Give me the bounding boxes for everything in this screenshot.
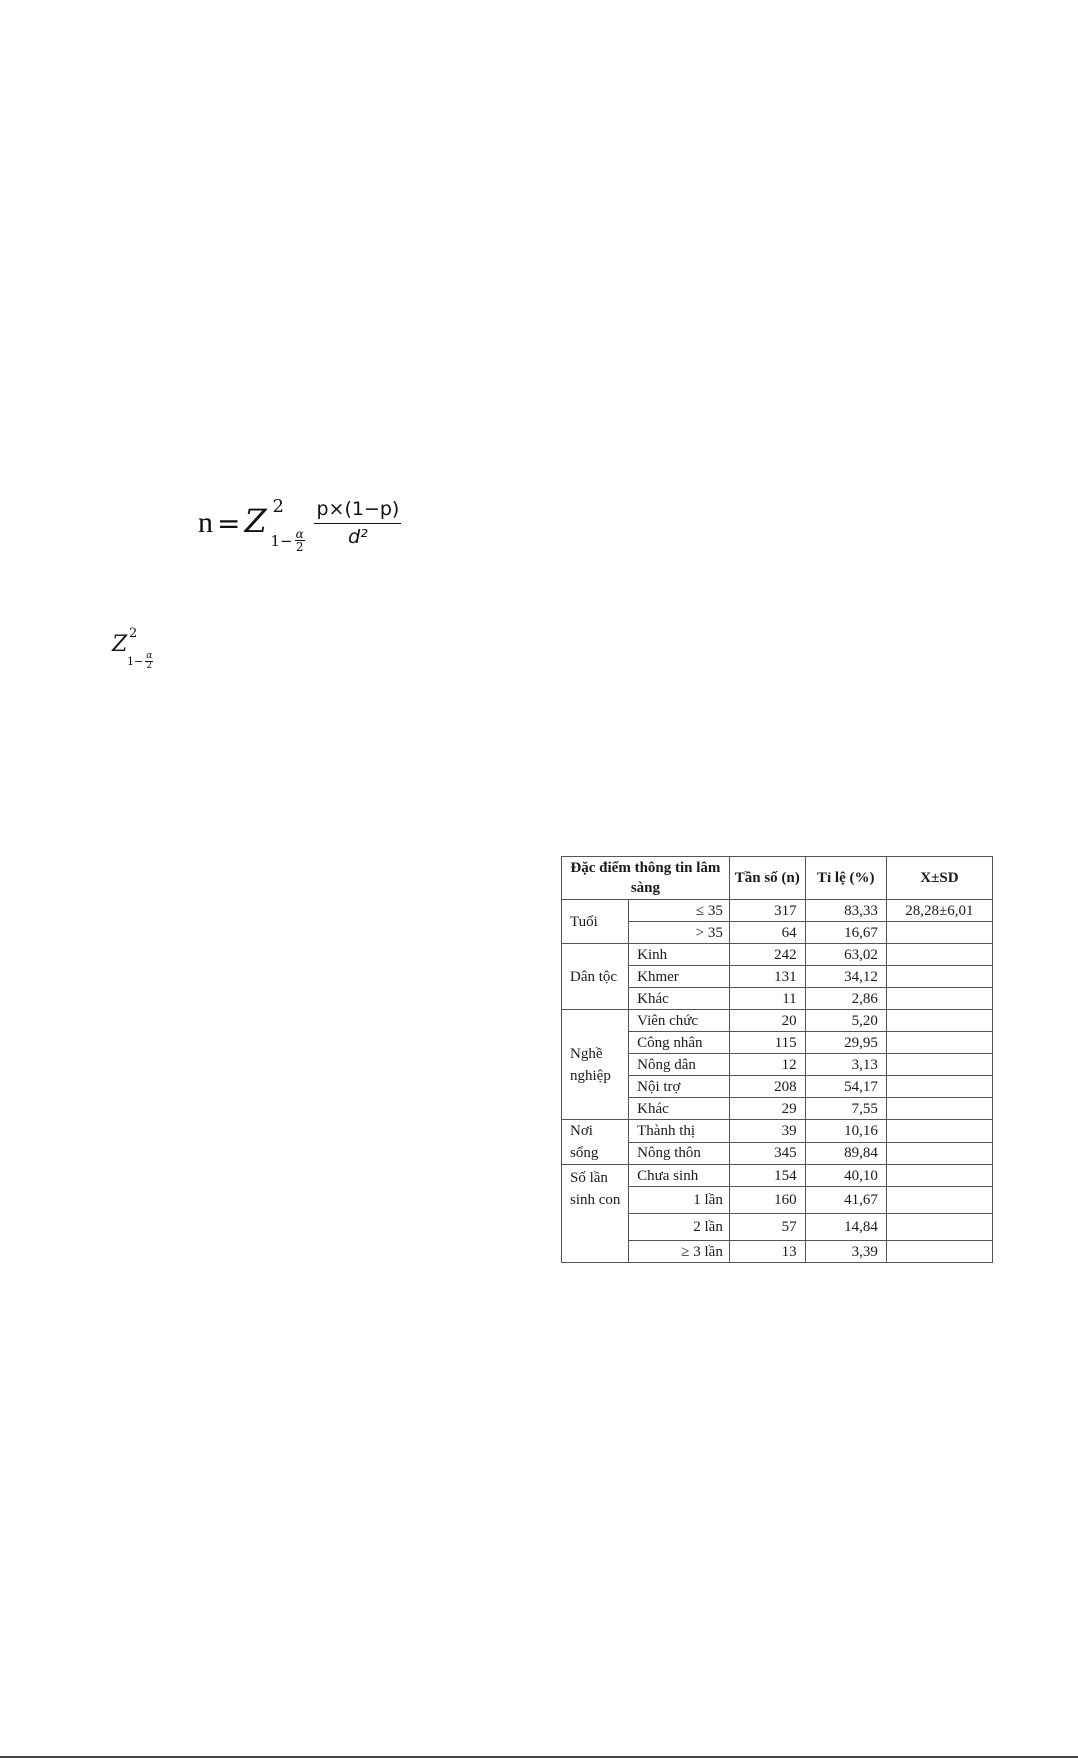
header-frequency: Tần số (n): [729, 857, 805, 900]
z-symbol-sup: 2: [129, 626, 138, 641]
row-pct: 7,55: [805, 1098, 886, 1120]
formula-n: n: [198, 506, 213, 539]
row-pct: 41,67: [805, 1187, 886, 1214]
row-pct: 34,12: [805, 966, 886, 988]
row-n: 208: [729, 1076, 805, 1098]
formula-equals: =: [217, 506, 241, 540]
formula-z-sub-prefix: 1−: [270, 531, 293, 550]
row-label: Công nhân: [629, 1032, 730, 1054]
group-age: Tuổi: [562, 900, 629, 944]
table-row: [562, 1120, 993, 1143]
row-pct: 3,13: [805, 1054, 886, 1076]
header-percent: Tỉ lệ (%): [805, 857, 886, 900]
row-mean-sd: 28,28±6,01: [886, 900, 992, 922]
row-n: 13: [729, 1241, 805, 1263]
z-symbol-two: 2: [146, 661, 153, 671]
row-n: 29: [729, 1098, 805, 1120]
row-n: 242: [729, 944, 805, 966]
row-label: Nội trợ: [629, 1076, 730, 1098]
row-n: 20: [729, 1010, 805, 1032]
row-mean-sd: [886, 1187, 992, 1214]
formula-z-sup: 2: [272, 496, 284, 517]
row-label: Thành thị: [629, 1120, 730, 1143]
row-pct: 54,17: [805, 1076, 886, 1098]
row-label: Nông dân: [629, 1054, 730, 1076]
row-mean-sd: [886, 1076, 992, 1098]
row-pct: 16,67: [805, 922, 886, 944]
row-label: ≤ 35: [629, 900, 730, 922]
group-residence: Nơi sống: [562, 1120, 629, 1165]
row-pct: 40,10: [805, 1165, 886, 1187]
row-mean-sd: [886, 922, 992, 944]
z-symbol-sub: [127, 652, 153, 671]
group-ethnicity: Dân tộc: [562, 944, 629, 1010]
row-label: Kinh: [629, 944, 730, 966]
row-mean-sd: [886, 1054, 992, 1076]
row-pct: 89,84: [805, 1142, 886, 1165]
row-mean-sd: [886, 1098, 992, 1120]
formula-z-term: [244, 488, 306, 558]
row-label: Khác: [629, 988, 730, 1010]
formula-alpha-half: [295, 528, 305, 553]
row-n: 57: [729, 1214, 805, 1241]
row-pct: 83,33: [805, 900, 886, 922]
formula-denominator: d²: [348, 526, 368, 548]
header-mean-sd: X±SD: [886, 857, 992, 900]
row-pct: 63,02: [805, 944, 886, 966]
formula-z: Z: [244, 502, 267, 540]
group-occupation: Nghề nghiệp: [562, 1010, 629, 1120]
formula-numerator: p×(1−p): [314, 498, 401, 524]
row-label: Nông thôn: [629, 1142, 730, 1165]
formula-alpha: α: [295, 527, 304, 541]
row-n: 131: [729, 966, 805, 988]
row-pct: 2,86: [805, 988, 886, 1010]
table-header-row: [562, 857, 993, 900]
row-mean-sd: [886, 966, 992, 988]
row-mean-sd: [886, 1142, 992, 1165]
row-n: 160: [729, 1187, 805, 1214]
row-pct: 3,39: [805, 1241, 886, 1263]
row-mean-sd: [886, 1241, 992, 1263]
z-symbol: [112, 626, 172, 674]
row-mean-sd: [886, 944, 992, 966]
row-mean-sd: [886, 1010, 992, 1032]
row-pct: 14,84: [805, 1214, 886, 1241]
row-n: 39: [729, 1120, 805, 1143]
row-label: ≥ 3 lần: [629, 1241, 730, 1263]
row-label: Viên chức: [629, 1010, 730, 1032]
z-symbol-alpha-half: [145, 652, 153, 671]
z-symbol-sub-prefix: 1−: [127, 655, 144, 668]
group-births: Số lần sinh con: [562, 1165, 629, 1263]
table-row: [562, 1165, 993, 1187]
row-n: 115: [729, 1032, 805, 1054]
row-mean-sd: [886, 1120, 992, 1143]
row-pct: 29,95: [805, 1032, 886, 1054]
table-row: [562, 1010, 993, 1032]
row-mean-sd: [886, 988, 992, 1010]
formula-z-sub: [270, 528, 304, 553]
row-n: 345: [729, 1142, 805, 1165]
row-label: > 35: [629, 922, 730, 944]
row-label: Khmer: [629, 966, 730, 988]
row-label: Khác: [629, 1098, 730, 1120]
sample-size-formula: [198, 488, 401, 558]
table-row: [562, 900, 993, 922]
table-row: [562, 944, 993, 966]
row-n: 11: [729, 988, 805, 1010]
row-mean-sd: [886, 1214, 992, 1241]
row-mean-sd: [886, 1165, 992, 1187]
row-n: 12: [729, 1054, 805, 1076]
row-pct: 5,20: [805, 1010, 886, 1032]
formula-two: 2: [295, 540, 304, 554]
row-n: 317: [729, 900, 805, 922]
row-label: 1 lần: [629, 1187, 730, 1214]
formula-fraction: [314, 498, 401, 548]
clinical-characteristics-table: [561, 856, 993, 1263]
header-characteristics: Đặc điểm thông tin lâm sàng: [562, 857, 730, 900]
row-label: Chưa sinh: [629, 1165, 730, 1187]
z-symbol-z: Z: [112, 632, 128, 657]
z-symbol-alpha: α: [146, 651, 153, 661]
row-pct: 10,16: [805, 1120, 886, 1143]
row-n: 154: [729, 1165, 805, 1187]
row-n: 64: [729, 922, 805, 944]
row-mean-sd: [886, 1032, 992, 1054]
row-label: 2 lần: [629, 1214, 730, 1241]
